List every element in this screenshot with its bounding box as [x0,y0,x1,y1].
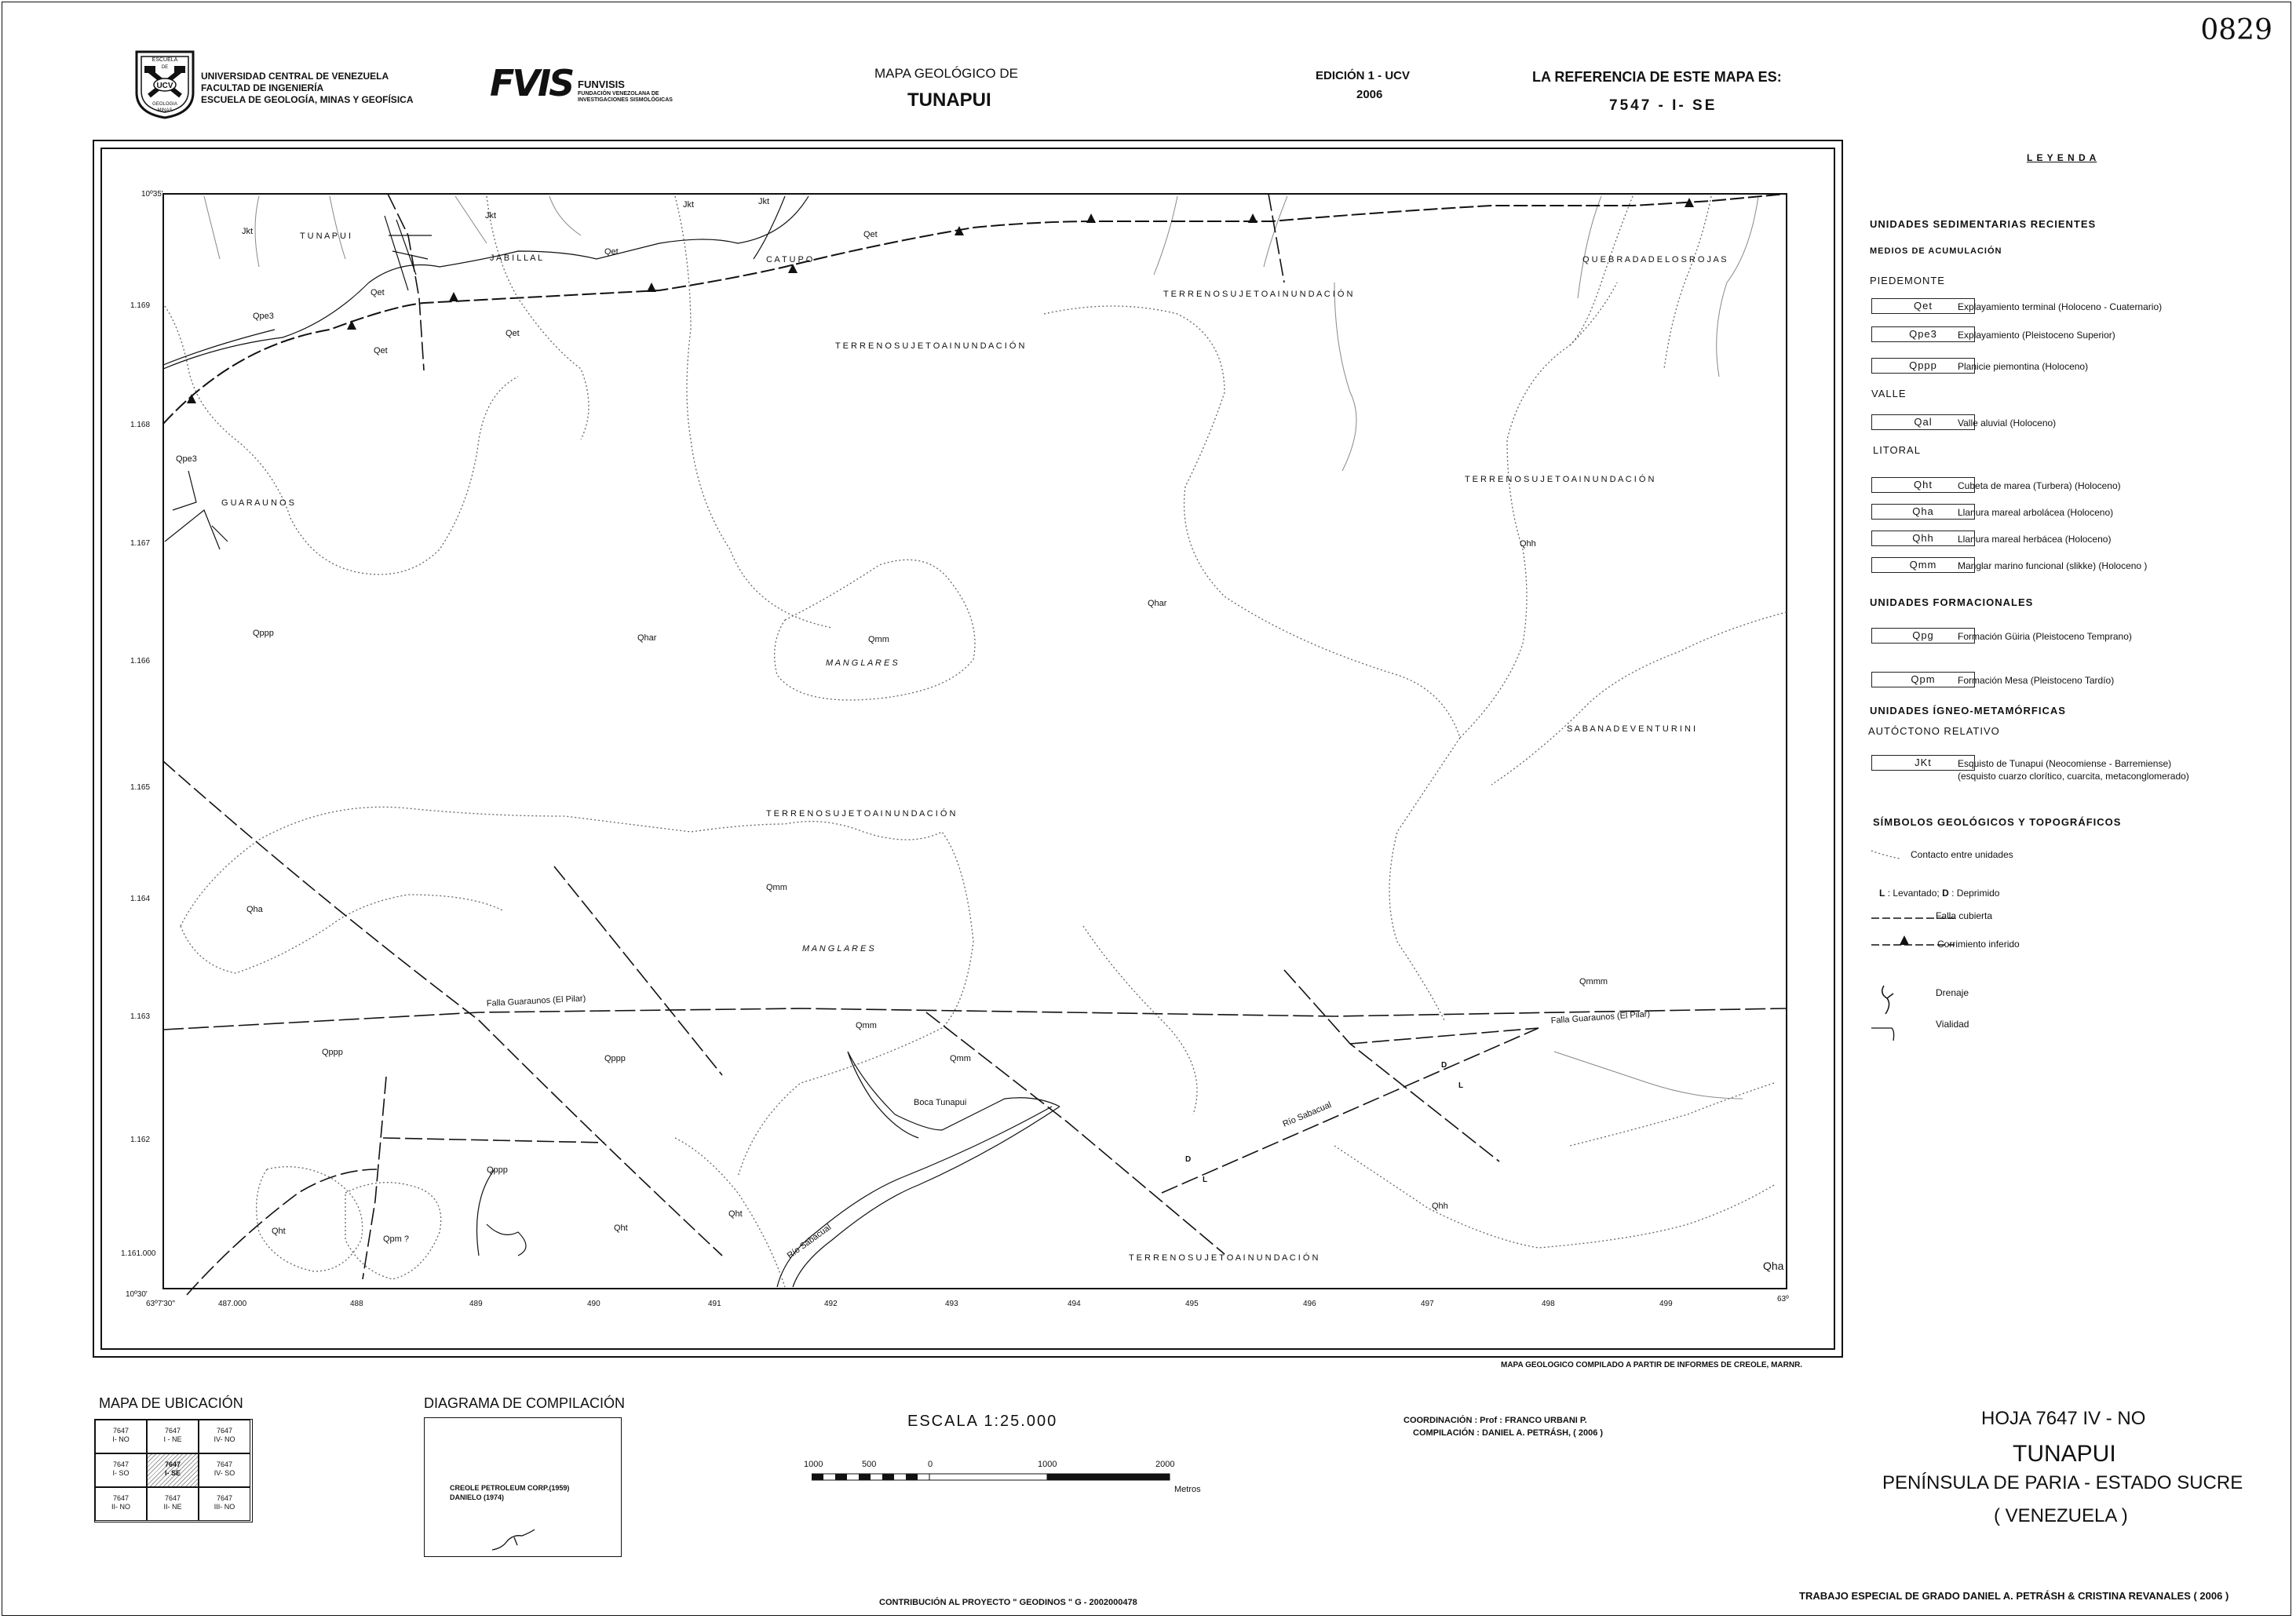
ubic-cell-quad: IV- NO [214,1435,235,1443]
fault-line [163,761,722,1256]
lat-label: 1.166 [130,657,151,665]
ubic-cell-sheet: 7647 [164,1427,181,1435]
unit-label: Qppp [487,1165,508,1175]
ubic-cell [199,1453,250,1487]
unit-label: Qmmm [1579,977,1608,986]
legend-sym-deprimido-text: : Deprimido [1951,888,2000,899]
legend-contact-symbol [1871,851,1900,859]
scale-label: ESCALA 1:25.000 [907,1413,1058,1430]
fault-marks [1185,1061,1463,1184]
thrust-triangle [1086,213,1096,223]
unit-label: Qhar [1148,599,1167,608]
lon-label: 491 [708,1300,721,1308]
ubic-cell [147,1487,199,1521]
contact-line [345,1183,441,1279]
drainage-line [255,196,259,267]
seal-text-minas: MINAS [157,108,173,113]
venezuela: ( VENEZUELA ) [1994,1505,2128,1526]
compilacion-name: DANIEL A. PETRÁSH, ( 2006 ) [1482,1428,1604,1438]
reference-label: LA REFERENCIA DE ESTE MAPA ES: [1532,69,1782,85]
bottom-title: TUNAPUI [2013,1441,2116,1467]
lon-label: 490 [587,1300,600,1308]
ubic-cell-sheet: 7647 [216,1427,233,1435]
legend-desc-qal: Valle aluvial (Holoceno) [1958,418,2057,428]
road-line [848,1052,1060,1138]
thrust-triangle [647,283,656,292]
legend-desc-qppp: Planicie piemontina (Holoceno) [1958,361,2089,372]
scale-tick: 500 [862,1460,877,1469]
place-guaraunos: G U A R A U N O S [221,498,294,508]
place-inundacion-3: T E R R E N O S U J E T O A I N U N D A C I Ó N [1465,475,1655,484]
contact-line [487,196,589,439]
unit-label: Qmm [856,1021,877,1030]
lon-label: 63º [1777,1295,1789,1304]
place-inundacion-4: T E R R E N O S U J E T O A I N U N D A C I Ó N [766,809,956,819]
drainage-line [455,196,487,243]
lat-label: 1.161.000 [121,1249,156,1258]
place-quebrada: Q U E B R A D A D E L O S R O J A S [1582,255,1727,264]
place-inundacion-5: T E R R E N O S U J E T O A I N U N D A C I Ó N [1129,1253,1319,1263]
ubic-cell [147,1420,199,1453]
faults [163,194,1787,1295]
ubic-cell-sheet: 7647 [164,1460,181,1468]
place-catupo: C A T U P O [766,255,813,264]
contact-line [1664,196,1711,369]
lat-label: 1.164 [130,895,151,903]
sheet-number: 0829 [2200,14,2272,46]
legend-desc-qhh: Llanura mareal herbácea (Holoceno) [1958,534,2112,545]
ubic-cell [199,1420,250,1453]
unit-label: Qet [370,288,385,297]
lat-label: 1.162 [130,1136,151,1144]
place-manglares-2: M A N G L A R E S [802,944,874,954]
lon-label: 494 [1068,1300,1081,1308]
thrust-line [163,194,1787,424]
lon-label: 496 [1303,1300,1316,1308]
map-neatline [163,194,1787,1289]
ubic-cell [95,1453,147,1487]
fault-mark-d: D [1185,1155,1192,1164]
lat-label: 1.167 [130,539,151,548]
ubic-cell-quad: II- NO [111,1503,130,1511]
legend-road-symbol [1871,1028,1894,1041]
drainage-line [1154,196,1177,275]
ubic-cell-sheet: 7647 [216,1460,233,1468]
unit-label: Qhh [1520,539,1536,549]
legend-code-qpm: Qpm [1871,672,1975,687]
legend-sym-l: L [1879,888,1885,899]
legend-drain-symbol [1882,986,1893,1014]
lon-label: 497 [1421,1300,1434,1308]
lon-label: 493 [945,1300,958,1308]
unit-label: Qet [863,230,878,239]
map-title: TUNAPUI [907,89,991,111]
thrust-triangle [1248,213,1258,223]
legend-sym-d: D [1942,888,1949,899]
legend-desc-jkt-2: (esquisto cuarzo clorítico, cuarcita, metaconglomerado) [1958,771,2189,782]
seal-text-escuela: ESCUELA [151,57,178,63]
place-inundacion-1: T E R R E N O S U J E T O A I N U N D A C I Ó N [1163,290,1353,299]
drainage-line [1554,1052,1743,1099]
legend-code-qht: Qht [1871,477,1975,493]
legend-sym-levantado [1879,888,1999,899]
place-manglares-1: M A N G L A R E S [826,658,898,668]
legend-litoral: LITORAL [1873,444,1921,456]
ubic-cell-quad: II- NE [163,1503,182,1511]
fault-line [554,866,722,1075]
legend-code-jkt: JKt [1871,755,1975,771]
funvisis-sub-1: FUNDACIÓN VENEZOLANA DE [578,91,659,97]
lon-label: 487.000 [218,1300,247,1308]
lon-label: 488 [350,1300,363,1308]
legend-code-qet: Qet [1871,298,1975,314]
scale-tick: 2000 [1155,1460,1175,1469]
place-jabillal: J A B I L L A L [490,253,543,263]
compilacion [1413,1428,1603,1438]
seal-text-ucv: UCV [156,82,173,90]
scale-tick: 0 [928,1460,933,1469]
lat-label: 10º30' [126,1290,148,1299]
lat-label: 1.163 [130,1012,151,1021]
thrust-triangle [187,394,196,403]
road-line [163,196,809,369]
contact-line [181,807,973,1177]
legend-desc-qha: Llanura mareal arbolácea (Holoceno) [1958,507,2114,518]
diagrama-drain-icon [491,1528,538,1552]
contact-line [181,895,502,973]
place-names [221,232,1727,1263]
diagrama-box [424,1417,622,1557]
legend-code-qhh: Qhh [1871,531,1975,546]
legend-code-qppp: Qppp [1871,358,1975,374]
fault-mark-l: L [1203,1176,1208,1184]
peninsula: PENÍNSULA DE PARIA - ESTADO SUCRE [1882,1472,2243,1493]
legend-code-qpe3: Qpe3 [1871,326,1975,342]
funvisis-logo-text: FVIS [490,62,573,104]
ubic-cell-sheet: 7647 [112,1427,130,1435]
contribution: CONTRIBUCIÓN AL PROYECTO " GEODINOS " G - 2002000478 [879,1598,1137,1607]
ubicacion-grid [94,1419,253,1522]
unit-label: Qppp [322,1048,343,1057]
seal-text-de: DE [161,65,169,70]
unit-label: Qet [506,329,520,338]
scale-unit: Metros [1174,1485,1201,1494]
funvisis-sub-2: INVESTIGACIONES SISMOLÓGICAS [578,97,673,103]
ubic-cell-quad: I- SE [164,1469,181,1477]
coordinacion [1404,1416,1587,1425]
place-boca-tunapui: Boca Tunapui [914,1098,967,1107]
fault-line [1268,194,1284,283]
legend-valle: VALLE [1871,388,1907,399]
contact-line [1460,283,1617,738]
fault-line [926,1012,1225,1254]
legend-piedemonte: PIEDEMONTE [1870,275,1945,286]
lat-label: 1.168 [130,421,151,429]
lon-label: 492 [824,1300,838,1308]
lon-label: 498 [1542,1300,1555,1308]
unit-label: Jkt [242,227,254,236]
scale-tick: 1000 [804,1460,823,1469]
funvisis-name: FUNVISIS [578,78,625,90]
ubic-cell-current [147,1453,199,1487]
unit-label: Qppp [604,1054,626,1063]
lat-label: 10º35' [141,190,163,199]
place-rio-sabacual-2: Río Sabacual [785,1222,834,1261]
unit-label: Qha [246,905,263,914]
university-line-3: ESCUELA DE GEOLOGÍA, MINAS Y GEOFÍSICA [201,94,414,105]
contact-line [1083,926,1197,1114]
unit-label: Qet [604,247,619,257]
ubic-cell [95,1487,147,1521]
legend-symbols-title: SÍMBOLOS GEOLÓGICOS Y TOPOGRÁFICOS [1873,816,2122,828]
ubic-cell-quad: IV- SO [214,1469,235,1477]
ubic-cell [95,1420,147,1453]
diagrama-title: DIAGRAMA DE COMPILACIÓN [424,1395,626,1411]
lon-label: 63º7'30" [146,1300,175,1308]
contact-line [257,1167,363,1271]
ubic-cell-quad: I- NO [112,1435,130,1443]
legend-igneo: UNIDADES ÍGNEO-METAMÓRFICAS [1870,705,2066,717]
unit-label: Qha [1763,1260,1784,1272]
legend-desc-jkt: Esquisto de Tunapui (Neocomiense - Barremiense) [1958,758,2172,769]
legend-sym-levantado-text: : Levantado; [1887,888,1940,899]
legend-code-qal: Qal [1871,414,1975,430]
diagrama-line-1: CREOLE PETROLEUM CORP.(1959) [450,1484,570,1492]
legend-autoctono: AUTÓCTONO RELATIVO [1868,725,2000,737]
unit-label: Qpm ? [383,1234,410,1244]
scale-bar [812,1472,1173,1483]
fault-mark-l: L [1458,1081,1464,1090]
legend-thrust-triangle [1900,935,1909,945]
unit-label: Jkt [683,200,695,210]
unit-label: Jkt [485,211,497,221]
legend-desc-qpm: Formación Mesa (Pleistoceno Tardío) [1958,675,2115,686]
roads [163,196,1060,1287]
fault-line [363,1077,386,1279]
contact-line [1044,306,1460,1020]
road-line [487,1224,526,1256]
lon-label: 499 [1659,1300,1673,1308]
legend-desc-qet: Explayamiento terminal (Holoceno - Cuaternario) [1958,301,2163,312]
unit-label: Qhh [1432,1201,1448,1211]
place-tunapui: T U N A P U I [300,232,352,241]
place-falla-2: Falla Guaraunos (El Pilar) [1550,1009,1651,1026]
ubic-cell-sheet: 7647 [112,1460,130,1468]
unit-label: Qpe3 [253,312,274,321]
legend-formational: UNIDADES FORMACIONALES [1870,596,2034,608]
contact-line [165,306,518,574]
unit-label: Qht [614,1223,628,1233]
diagrama-line-2: DANIELO (1974) [450,1493,505,1501]
road-line [385,216,432,290]
legend-desc-qmm: Manglar marino funcional (slikke) (Holoceno ) [1958,560,2148,571]
latitude-labels [121,190,163,1299]
compilacion-label: COMPILACIÓN : [1413,1428,1480,1438]
thrust-triangle [449,292,458,301]
legend-sym-road: Vialidad [1936,1019,1969,1030]
legend-desc-qpg: Formación Güiria (Pleistoceno Temprano) [1958,631,2132,642]
road-line [165,471,228,549]
trabajo-especial: TRABAJO ESPECIAL DE GRADO DANIEL A. PETRÁSH & CRISTINA REVANALES ( 2006 ) [1799,1590,2229,1602]
unit-label: Qht [728,1209,743,1219]
contact-line [1334,1146,1774,1248]
ubic-cell-sheet: 7647 [164,1494,181,1502]
road-line [163,330,275,365]
drainage-lines [204,196,1758,1099]
lat-label: 1.165 [130,783,151,792]
place-falla-1: Falla Guaraunos (El Pilar) [486,994,586,1008]
scale-ticks [801,1460,1185,1471]
thrust-fault [163,194,1787,424]
unit-label: Qmm [766,883,787,892]
unit-label: Qet [374,346,388,356]
ubic-cell-quad: I - NE [163,1435,182,1443]
reference-value: 7547 - I- SE [1609,97,1717,114]
lat-label: 1.169 [130,301,151,310]
longitude-labels [146,1295,1789,1308]
place-rio-sabacual-1: Río Sabacual [1281,1099,1333,1129]
lon-label: 489 [469,1300,483,1308]
legend-sym-thrust: Corrimiento inferido [1937,939,2020,950]
place-inundacion-2: T E R R E N O S U J E T O A I N U N D A C I Ó N [835,341,1025,351]
unit-label: Qht [272,1227,286,1236]
drainage-line [549,196,581,235]
seal-text-geologia: GEOLOGIA [152,102,177,107]
unit-label: Jkt [758,197,770,206]
fault-mark-d: D [1441,1061,1447,1070]
contact-line [1491,612,1787,785]
drainage-line [1334,283,1356,471]
drainage-line [1717,196,1758,377]
hoja-number: HOJA 7647 IV - NO [1981,1408,2146,1429]
falla-guaraunos [163,1008,1787,1030]
road-line [477,1169,495,1256]
contact-line [1570,196,1633,345]
legend-sym-contact: Contacto entre unidades [1911,849,2013,860]
fault-line [383,1138,604,1143]
ubicacion-title: MAPA DE UBICACIÓN [99,1395,243,1411]
drainage-line [204,196,220,259]
road-line [777,1107,1060,1287]
thrust-triangle [347,320,356,330]
drainage-line [330,196,345,259]
scale-tick: 1000 [1038,1460,1057,1469]
legend-title: L E Y E N D A [2027,152,2097,163]
legend-code-qpg: Qpg [1871,628,1975,644]
legend-code-qmm: Qmm [1871,557,1975,573]
legend-medios: MEDIOS DE ACUMULACIÓN [1870,246,2002,256]
coordinacion-label: COORDINACIÓN : [1404,1416,1478,1425]
ubic-cell [199,1487,250,1521]
legend-sym-fault: Falla cubierta [1936,910,1993,921]
legend-desc-qpe3: Explayamiento (Pleistoceno Superior) [1958,330,2115,341]
compiled-note: MAPA GEOLOGICO COMPILADO A PARTIR DE INFORMES DE CREOLE, MARNR. [1501,1361,1803,1369]
university-line-1: UNIVERSIDAD CENTRAL DE VENEZUELA [201,71,389,82]
unit-label: Qmm [868,635,889,644]
unit-label: Qmm [950,1054,971,1063]
unit-label: Qhar [637,633,657,643]
coordinacion-name: Prof : FRANCO URBANI P. [1480,1416,1587,1425]
legend-code-qha: Qha [1871,504,1975,520]
ubic-cell-sheet: 7647 [112,1494,130,1502]
fault-line [1162,1028,1539,1193]
legend-sedimentary: UNIDADES SEDIMENTARIAS RECIENTES [1870,218,2097,230]
ubic-cell-sheet: 7647 [216,1494,233,1502]
geologic-contacts [165,196,1787,1287]
legend-desc-qht: Cubeta de marea (Turbera) (Holoceno) [1958,480,2121,491]
lon-label: 495 [1185,1300,1199,1308]
university-line-2: FACULTAD DE INGENIERÍA [201,82,324,93]
edition-year: 2006 [1356,88,1383,101]
ubic-cell-quad: III- NO [214,1503,235,1511]
fault-line [1284,970,1499,1161]
map-title-small: MAPA GEOLÓGICO DE [874,66,1018,81]
legend-sym-drain: Drenaje [1936,987,1969,998]
drainage-line [1578,196,1601,298]
contact-line [1570,1083,1774,1146]
unit-label: Qppp [253,629,274,638]
edition: EDICIÓN 1 - UCV [1316,69,1411,82]
unit-label: Qpe3 [176,454,197,464]
contact-line [775,560,975,700]
ubic-cell-quad: I- SO [112,1469,130,1477]
fault-line [1350,1028,1539,1044]
place-sabana: S A B A N A D E V E N T U R I N I [1567,724,1696,734]
